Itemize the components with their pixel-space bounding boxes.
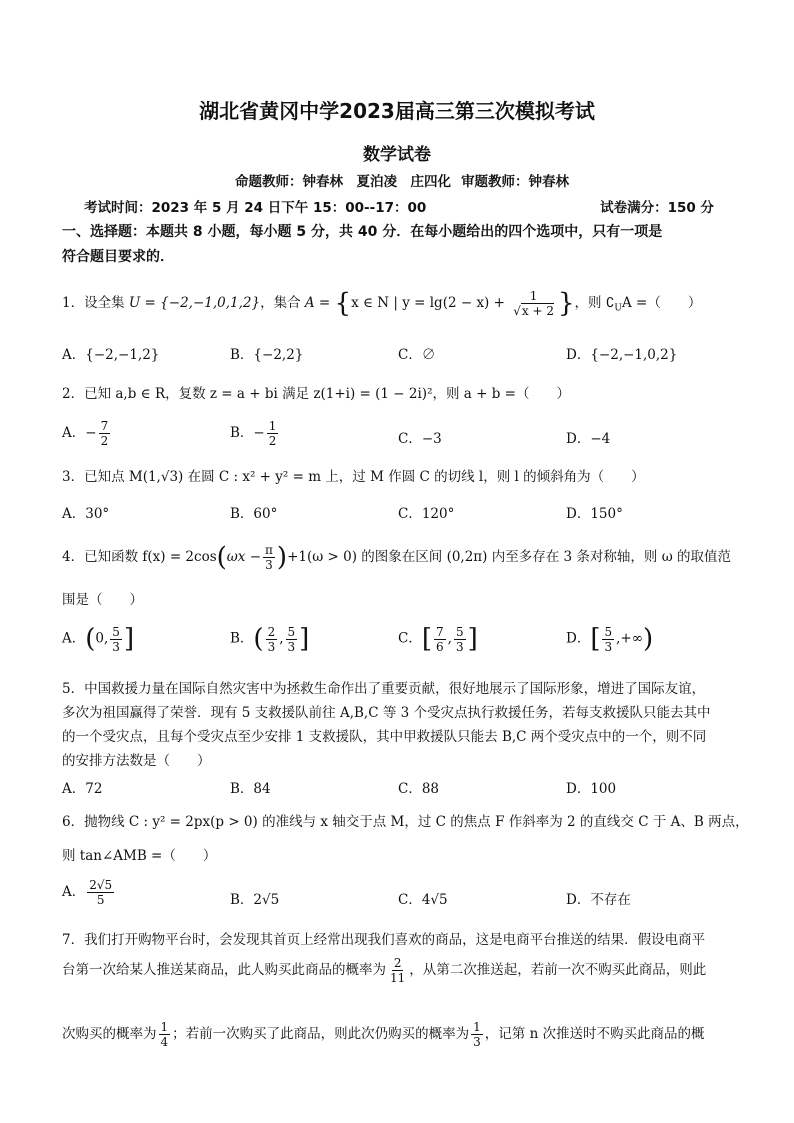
option-b: B．84: [230, 781, 271, 797]
q1-options: [62, 343, 742, 365]
option-c: C．∅: [398, 347, 436, 363]
authors-line: 命题教师：钟春林 夏泊凌 庄四化 审题教师：钟春林: [235, 174, 569, 190]
fraction: $\frac{1}{√x + 2}$: [513, 289, 554, 318]
question-4-cont: 围是（ ）: [62, 592, 143, 608]
q2-options: [62, 419, 742, 459]
option-d: D．{−2,−1,0,2}: [566, 347, 678, 363]
option-d: D．[ $\frac{5}{3}$ ,+∞): [566, 624, 654, 654]
option-c: C．4√5: [398, 892, 448, 908]
q5-options: [62, 777, 742, 799]
q3-options: [62, 502, 742, 524]
option-a: A．30°: [62, 506, 110, 522]
option-c: C．88: [398, 781, 440, 797]
question-1: 1．设全集 U = {−2,−1,0,1,2}，集合 A = {x ∈ N | y = lg(2 − x) + $\frac{1}{√x + 2}$ }，则 $∁_UA$ =（ ）: [62, 288, 702, 319]
option-a: A． $\frac{2√5}{5}$: [62, 878, 113, 907]
option-c: C．−3: [398, 431, 442, 447]
option-c: C．120°: [398, 506, 455, 522]
option-d: D．150°: [566, 506, 623, 522]
exam-title: 湖北省黄冈中学2023届高三第三次模拟考试: [199, 99, 595, 123]
option-a: A．− $\frac{7}{2}$: [62, 419, 109, 448]
option-b: B．− $\frac{1}{2}$: [230, 419, 277, 448]
question-6: 6．抛物线 C : y² = 2px(p > 0) 的准线与 x 轴交于点 M，过 C 的焦点 F 作斜率为 2 的直线交 C 于 A、B 两点，: [62, 814, 749, 830]
q6-options: [62, 878, 742, 916]
exam-score: 试卷满分：150 分: [600, 200, 714, 216]
question-2: 2．已知 a,b ∈ R，复数 z = a + bi 满足 z(1+i) = (1 − 2i)²，则 a + b =（ ）: [62, 386, 570, 402]
exam-subtitle: 数学试卷: [363, 145, 431, 165]
question-3: 3．已知点 M(1,√3) 在圆 C : x² + y² = m 上，过 M 作圆 C 的切线 l，则 l 的倾斜角为（ ）: [62, 469, 645, 485]
option-b: B．60°: [230, 506, 278, 522]
question-7-line3: 次购买的概率为 $\frac{1}{4}$ ；若前一次购买了此商品，则此次仍购买的概率为 $\frac{1}{3}$ ，记第 n 次推送时不购买此商品的概: [62, 1020, 705, 1049]
option-b: B．{−2,2}: [230, 347, 304, 363]
question-6-cont: 则 tan∠AMB =（ ）: [62, 848, 217, 864]
option-b: B．( $\frac{2}{3}$ , $\frac{5}{3}$ ]: [230, 624, 310, 654]
question-7-line2: 台第一次给某人推送某商品，此人购买此商品的概率为 $\frac{2}{11}$ ，从第二次推送起，若前一次不购买此商品，则此: [62, 956, 707, 985]
option-c: C．[ $\frac{7}{6}$ , $\frac{5}{3}$ ]: [398, 624, 478, 654]
option-a: A．72: [62, 781, 103, 797]
option-b: B．2√5: [230, 892, 280, 908]
option-a: A．{−2,−1,2}: [62, 347, 160, 363]
option-a: A．(0, $\frac{5}{3}$ ]: [62, 624, 135, 654]
exam-time: 考试时间：2023 年 5 月 24 日下午 15：00--17：00: [84, 200, 427, 216]
q4-options: [62, 624, 742, 660]
option-d: D．不存在: [566, 892, 631, 908]
question-5: 5．中国救援力量在国际自然灾害中为拯救生命作出了重要贡献，很好地展示了国际形象，增进了国际友谊， 多次为祖国赢得了荣誉．现有 5 支救援队前往 A,B,C 等 3 个受灾点执行救援任务，若每支救援队只能去其中 的一个受灾点，且每个受灾点至少安排 1 支救援队，其中甲救援队只能去 B,C 两个受灾点中的一个，则不同 的安排方法数是（ ）: [62, 681, 711, 769]
question-4: 4．已知函数 f(x) = 2cos(ωx − $\frac{\pi}{3}$ )+1(ω > 0) 的图象在区间 (0,2π) 内至多存在 3 条对称轴，则 ω 的取值范: [62, 542, 731, 573]
option-d: D．−4: [566, 431, 611, 447]
question-7: 7．我们打开购物平台时，会发现其首页上经常出现我们喜欢的商品，这是电商平台推送的结果．假设电商平: [62, 932, 706, 948]
exam-info-line: [84, 198, 714, 218]
option-d: D．100: [566, 781, 617, 797]
section-heading: 一、选择题：本题共 8 小题，每小题 5 分，共 40 分．在每小题给出的四个选项中，只有一项是 符合题目要求的．: [62, 224, 663, 265]
